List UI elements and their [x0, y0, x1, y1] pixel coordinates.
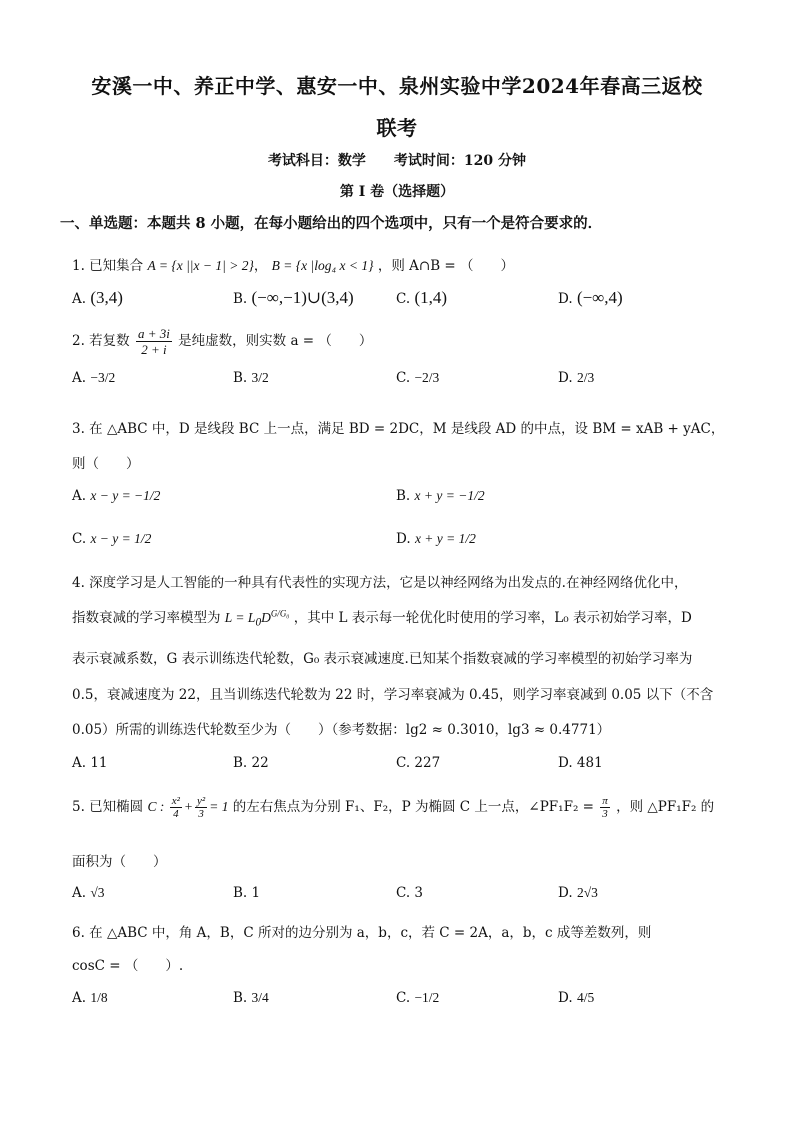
q6-option-a[interactable]: A. 1/8 — [72, 990, 108, 1006]
q5-ellipse-formula: C : $\frac{\text{x²}}{4}$ + $\frac{\text{y²}}{3}$ = 1 — [147, 795, 229, 821]
q6-option-c[interactable]: C. −1/2 — [396, 990, 440, 1006]
q1-stem: 1. 已知集合 — [72, 258, 144, 274]
question-6-line1: 6. 在 △ABC 中，角 A，B，C 所对的边分别为 a，b，c，若 C = 2A，a，b，c 成等差数列，则 — [72, 925, 652, 941]
question-5-line1: 5. 已知椭圆 C : $\frac{\text{x²}}{4}$ + $\frac{\text{y²}}{3}$ = 1 的左右焦点为分别 F₁、F₂，P 为椭圆 C 上一点，∠PF₁F₂ = $\frac{\pi}{3}$ ，则 △PF₁F₂ 的 — [72, 795, 715, 821]
q3-option-d[interactable]: D. x + y = 1/2 — [396, 531, 476, 547]
q1-set-b: B = {x |log₄ x < 1} — [271, 258, 374, 273]
q2-option-d[interactable]: D. 2/3 — [558, 370, 595, 386]
question-4-line3: 表示衰减系数，G 表示训练迭代轮数，G₀ 表示衰减速度.已知某个指数衰减的学习率模型的初始学习率为 — [72, 651, 693, 667]
question-2 — [72, 326, 372, 357]
q3-option-c[interactable]: C. x − y = 1/2 — [72, 531, 152, 547]
q1-option-d[interactable]: D. (−∞,4) — [558, 288, 623, 307]
q2-option-b[interactable]: B. 3/2 — [233, 370, 269, 386]
q4-option-b[interactable]: B. 22 — [233, 755, 269, 771]
q4-formula: $L = L_0D^{G/G_0}$ — [224, 608, 290, 629]
question-3-line1: 3. 在 △ABC 中，D 是线段 BC 上一点，满足 BD = 2DC，M 是线段 AD 的中点，设 BM = xAB + yAC， — [72, 421, 725, 437]
q3-option-a[interactable]: A. x − y = −1/2 — [72, 488, 161, 504]
question-4-line2: 指数衰减的学习率模型为 $L = L_0D^{G/G_0}$ ，其中 L 表示每一轮优化时使用的学习率，L₀ 表示初始学习率，D — [72, 608, 692, 629]
q6-option-d[interactable]: D. 4/5 — [558, 990, 595, 1006]
q5-option-c[interactable]: C. 3 — [396, 885, 424, 901]
q4-option-d[interactable]: D. 481 — [558, 755, 603, 771]
q4-option-c[interactable]: C. 227 — [396, 755, 441, 771]
q2-option-c[interactable]: C. −2/3 — [396, 370, 440, 386]
exam-info: 考试科目：数学 考试时间：120 分钟 — [267, 153, 527, 169]
q5-option-a[interactable]: A. √3 — [72, 885, 105, 901]
volume-label: 第 I 卷（选择题） — [339, 184, 455, 200]
q5-angle-fraction: $\frac{\pi}{3}$ — [602, 795, 608, 820]
question-3-line2: 则（ ） — [72, 456, 140, 472]
q1-set-a: A = {x ||x − 1| > 2} — [147, 258, 254, 273]
section-heading: 一、单选题：本题共 8 小题，在每小题给出的四个选项中，只有一个是符合要求的． — [60, 215, 603, 232]
q1-tail: ，则 A∩B = （ ） — [377, 258, 515, 274]
q5-option-b[interactable]: B. 1 — [233, 885, 261, 901]
q5-option-d[interactable]: D. 2√3 — [558, 885, 598, 901]
exam-title-line2: 联考 — [376, 116, 418, 140]
question-4-line1: 4. 深度学习是人工智能的一种具有代表性的实现方法，它是以神经网络为出发点的.在神经网络优化中， — [72, 575, 688, 591]
q1-option-b[interactable]: B. (−∞,−1)∪(3,4) — [233, 288, 354, 307]
q2-option-a[interactable]: A. −3/2 — [72, 370, 116, 386]
question-1: 1. 已知集合 A = {x ||x − 1| > 2}， B = {x |log₄ x < 1} ，则 A∩B = （ ） — [72, 258, 515, 274]
q4-option-a[interactable]: A. 11 — [72, 755, 108, 771]
q2-fraction: $\frac{a + 3i}{2 + i}$ — [137, 326, 170, 357]
question-5-line2: 面积为（ ） — [72, 854, 167, 870]
q2-tail: 是纯虚数，则实数 a = （ ） — [178, 333, 373, 349]
question-6-line2: cosC = （ ）. — [72, 958, 184, 974]
q3-option-b[interactable]: B. x + y = −1/2 — [396, 488, 485, 504]
question-4-line5: 0.05）所需的训练迭代轮数至少为（ ）（参考数据：lg2 ≈ 0.3010，lg3 ≈ 0.4771） — [72, 722, 611, 738]
q1-option-c[interactable]: C. (1,4) — [396, 288, 448, 307]
exam-title-line1: 安溪一中、养正中学、惠安一中、泉州实验中学2024年春高三返校 — [91, 74, 703, 98]
q6-option-b[interactable]: B. 3/4 — [233, 990, 269, 1006]
q1-option-a[interactable]: A. (3,4) — [72, 288, 123, 307]
q2-stem: 2. 若复数 — [72, 333, 130, 349]
question-4-line4: 0.5，衰减速度为 22，且当训练迭代轮数为 22 时，学习率衰减为 0.45，则学习率衰减到 0.05 以下（不含 — [72, 687, 714, 703]
